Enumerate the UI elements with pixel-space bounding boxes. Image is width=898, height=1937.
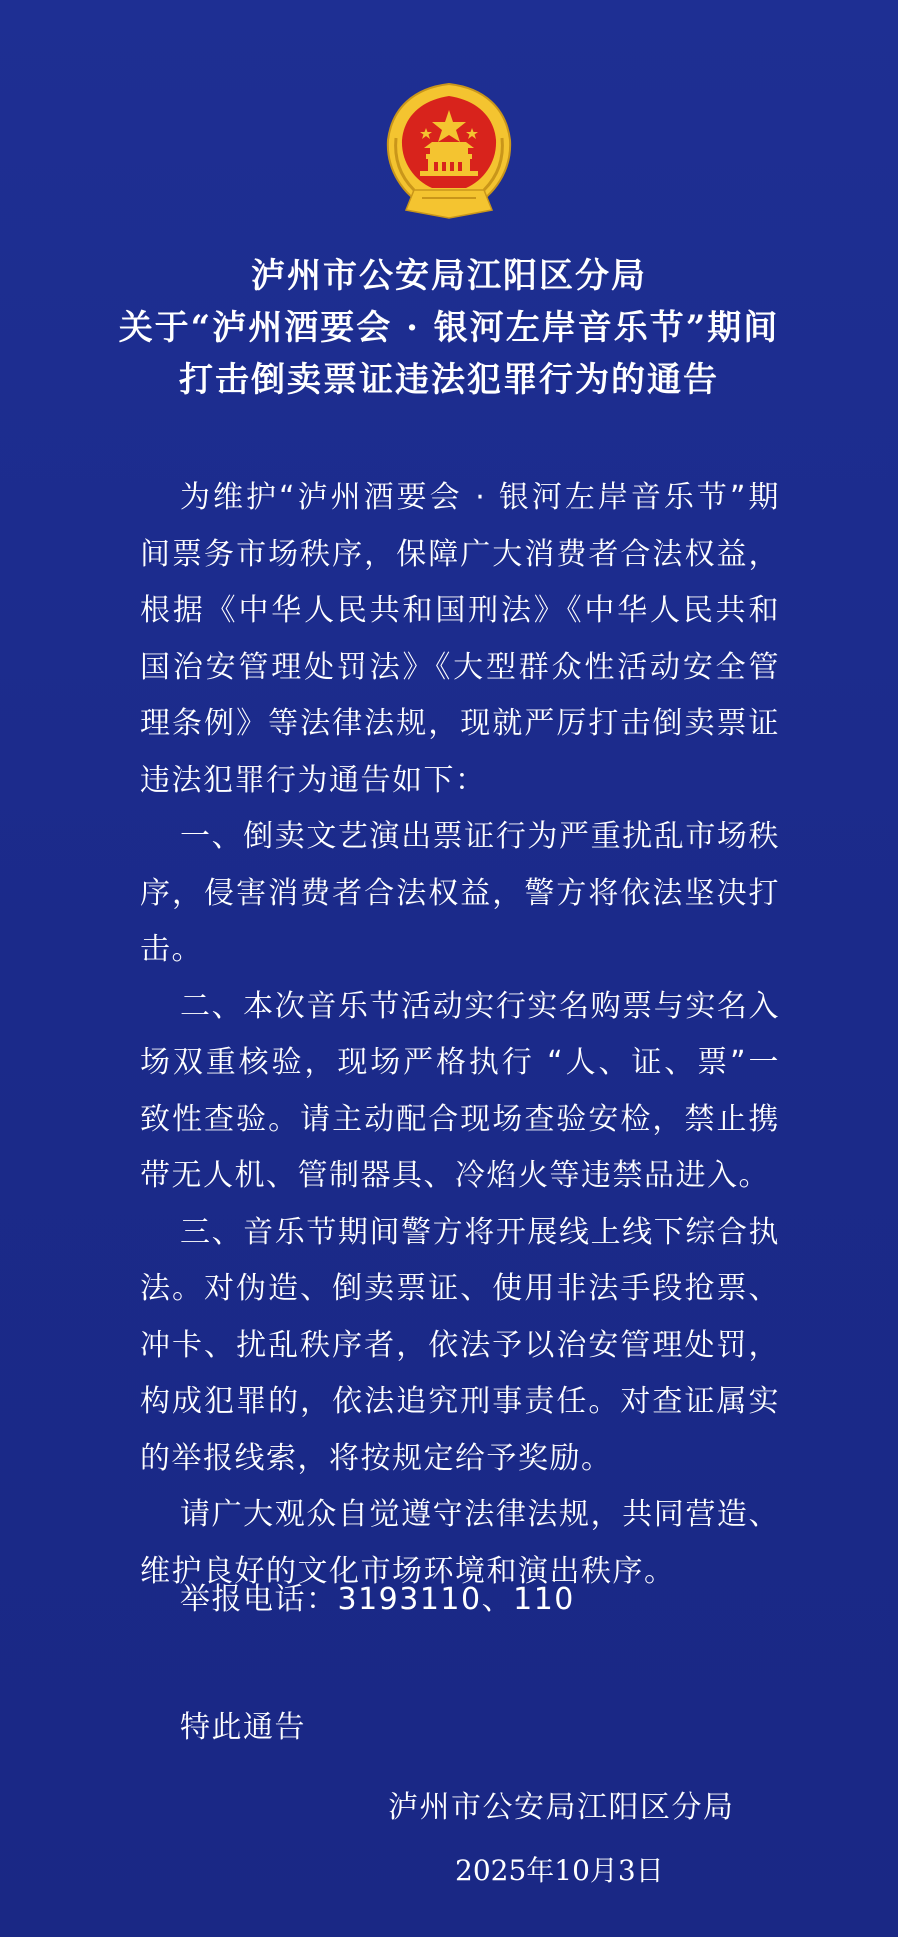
police-badge-icon [374,78,524,228]
item-3-paragraph: 三、音乐节期间警方将开展线上线下综合执法。对伪造、倒卖票证、使用非法手段抢票、冲卡、扰乱秩序者，依法予以治安管理处罚，构成犯罪的，依法追究刑事责任。对查证属实的举报线索，将按规定给予奖励。 [140,1214,780,1476]
title-line-subject: 关于“泸州酒要会 · 银河左岸音乐节”期间 [118,308,780,348]
title-line-issuer: 泸州市公安局江阳区分局 [251,256,647,296]
notice-title [0,250,898,406]
report-hotline: 举报电话：3193110、110 [180,1582,575,1617]
closing-phrase: 特此通告 [180,1710,306,1745]
appeal-paragraph: 请广大观众自觉遵守法律法规，共同营造、维护良好的文化市场环境和演出秩序。 [140,1497,780,1589]
title-line-topic: 打击倒卖票证违法犯罪行为的通告 [179,360,719,400]
item-1-paragraph: 一、倒卖文艺演出票证行为严重扰乱市场秩序，侵害消费者合法权益，警方将依法坚决打击。 [140,819,780,967]
issuer-signature: 泸州市公安局江阳区分局 [388,1790,735,1825]
intro-paragraph: 为维护“泸州酒要会 · 银河左岸音乐节”期间票务市场秩序，保障广大消费者合法权益，根据《中华人民共和国刑法》《中华人民共和国治安管理处罚法》《大型群众性活动安全管理条例》等法律法规，现就严厉打击倒卖票证违法犯罪行为通告如下： [140,480,780,798]
item-2-paragraph: 二、本次音乐节活动实行实名购票与实名入场双重核验，现场严格执行 “人、证、票”一致性查验。请主动配合现场查验安检，禁止携带无人机、管制器具、冷焰火等违禁品进入。 [140,988,780,1193]
notice-body [140,470,780,1600]
issue-date: 2025年10月3日 [455,1854,664,1887]
